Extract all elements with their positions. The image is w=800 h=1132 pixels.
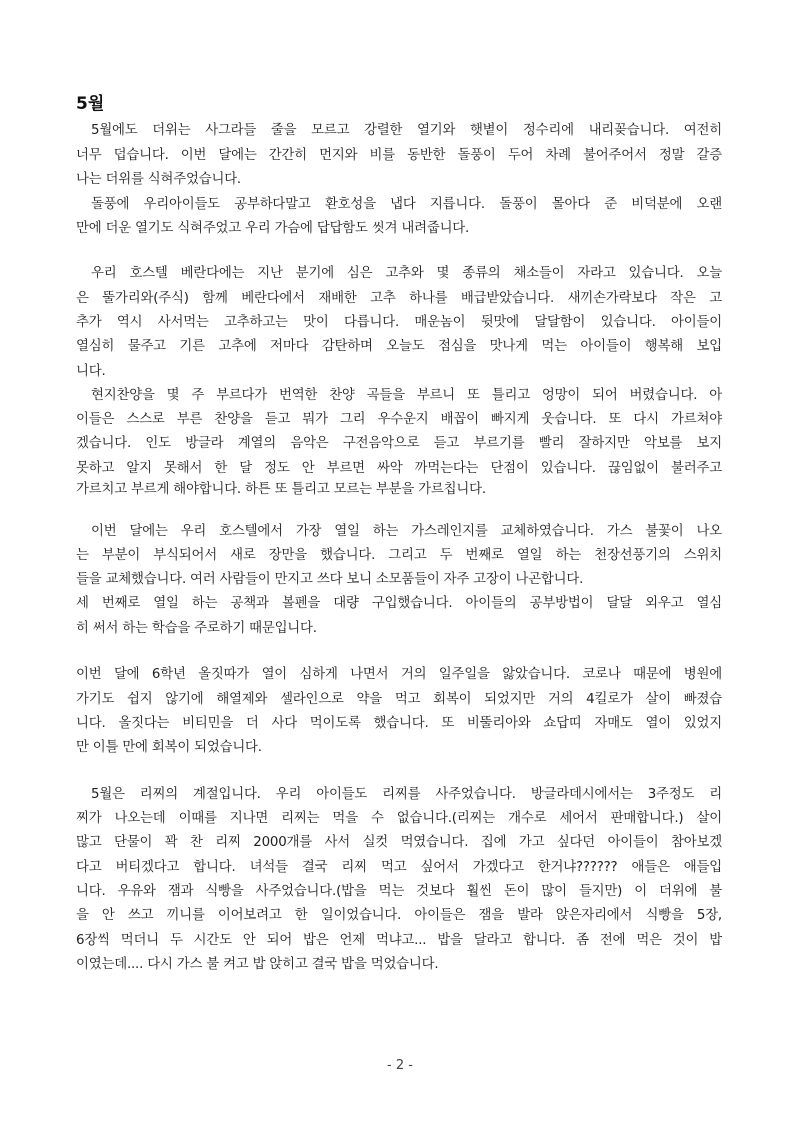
text-line: 이번 달에 6학년 올짓따가 열이 심하게 나면서 거의 일주일을 앓았습니다. 코로나 때문에 병원에	[76, 667, 722, 682]
text-line: 가르치고 부르게 해야합니다. 하튼 또 틀리고 모르는 부분을 가르칩니다.	[76, 482, 486, 497]
text-line: 는 부분이 부식되어서 새로 장만을 했습니다. 그리고 두 번째로 열일 하는 천장선풍기의 스위치	[76, 548, 722, 563]
text-line: 들을 교체했습니다. 여러 사람들이 만지고 쓰다 보니 소모품들이 자주 고장이 나곤합니다.	[76, 572, 584, 587]
text-line: 많고 단물이 꽉 찬 리찌 2000개를 사서 실컷 먹였습니다. 집에 가고 싶다던 아이들이 참아보겠	[76, 835, 722, 850]
text-line: 돌풍에 우리아이들도 공부하다말고 환호성을 냅다 지릅니다. 돌풍이 몰아다 준 비덕분에 오랜	[91, 197, 722, 212]
text-line: 세 번째로 열일 하는 공책과 볼펜을 대량 구입했습니다. 아이들의 공부방법이 달달 외우고 열심	[76, 596, 722, 611]
text-line: 은 뚤가리와(주식) 함께 베란다에서 재배한 고추 하나를 배급받았습니다. 새끼손가락보다 작은 고	[76, 291, 722, 306]
text-line: 만에 더운 열기도 식혀주었고 우리 가슴에 답답함도 씻겨 내려줍니다.	[76, 221, 470, 236]
text-line: 을 안 쓰고 끼니를 이어보려고 한 일이었습니다. 아이들은 잼을 발라 앉은자리에서 식빵을 5장,	[76, 908, 722, 923]
text-line: 이였는데.... 다시 가스 불 켜고 밥 앉히고 결국 밥을 먹었습니다.	[76, 957, 439, 972]
text-line: 니다. 올짓다는 비티민을 더 사다 먹이도록 했습니다. 또 비뚤리아와 쇼답띠 자매도 열이 있었지	[76, 716, 722, 731]
text-line: 다고 버티겠다고 합니다. 녀석들 결국 리찌 먹고 싶어서 가겠다고 한거냐?????? 애들은 애들입	[76, 860, 722, 875]
text-line: 나는 더위를 식혀주었습니다.	[76, 172, 241, 187]
text-line: 히 써서 하는 학습을 주로하기 때문입니다.	[76, 621, 317, 636]
text-line: 우리 호스텔 베란다에는 지난 분기에 심은 고추와 몇 종류의 채소들이 자라고 있습니다. 오늘	[91, 266, 722, 281]
text-line: 6장씩 먹더니 두 시간도 안 되어 밥은 언제 먹냐고... 밥을 달라고 합니다. 좀 전에 먹은 것이 밥	[76, 933, 722, 948]
page-title: 5월	[76, 94, 105, 114]
text-line: 이들은 스스로 부른 찬양을 듣고 뭐가 그리 우수운지 배꼽이 빠지게 웃습니다. 또 다시 가르쳐야	[76, 412, 722, 427]
text-line: 열심히 물주고 기른 고추에 저마다 감탄하며 오늘도 점심을 맛나게 먹는 아이들이 행복해 보입	[76, 339, 722, 354]
text-line: 겠습니다. 인도 방글라 계열의 음악은 구전음악으로 듣고 부르기를 빨리 잘하지만 악보를 보지	[76, 436, 722, 451]
text-line: 5월은 리찌의 계절입니다. 우리 아이들도 리찌를 사주었습니다. 방글라데시에서는 3주정도 리	[91, 787, 722, 802]
text-line: 이번 달에는 우리 호스텔에서 가장 열일 하는 가스레인지를 교체하였습니다. 가스 불꽃이 나오	[91, 524, 722, 539]
text-line: 못하고 알지 못해서 한 달 정도 안 부르면 싸악 까먹는다는 단점이 있습니다. 끊임없이 불러주고	[76, 461, 722, 476]
text-line: 가기도 쉽지 않기에 해열제와 셀라인으로 약을 먹고 회복이 되었지만 거의 4킬로가 살이 빠졌습	[76, 692, 722, 707]
text-line: 5월에도 더위는 사그라들 줄을 모르고 강렬한 열기와 햇볕이 정수리에 내리꽂습니다. 여전히	[91, 123, 722, 138]
text-line: 만 이틀 만에 회복이 되었습니다.	[76, 740, 262, 755]
text-line: 찌가 나오는데 이때를 지나면 리찌는 먹을 수 없습니다.(리찌는 개수로 세어서 판매합니다.) 살이	[76, 811, 722, 826]
text-line: 추가 역시 사서먹는 고추하고는 맛이 다릅니다. 매운놈이 뒷맛에 달달함이 있습니다. 아이들이	[76, 315, 722, 330]
text-line: 니다. 우유와 잼과 식빵을 사주었습니다.(밥을 먹는 것보다 훨씬 돈이 많이 들지만) 이 더위에 불	[76, 884, 722, 899]
text-line: 너무 덥습니다. 이번 달에는 간간히 먼지와 비를 동반한 돌풍이 두어 차례 불어주어서 정말 갈증	[76, 148, 722, 163]
text-line: 니다.	[76, 364, 106, 379]
page-number: - 2 -	[387, 1058, 413, 1073]
text-line: 현지찬양을 몇 주 부르다가 번역한 찬양 곡들을 부르니 또 틀리고 엉망이 되어 버렸습니다. 아	[91, 388, 722, 403]
